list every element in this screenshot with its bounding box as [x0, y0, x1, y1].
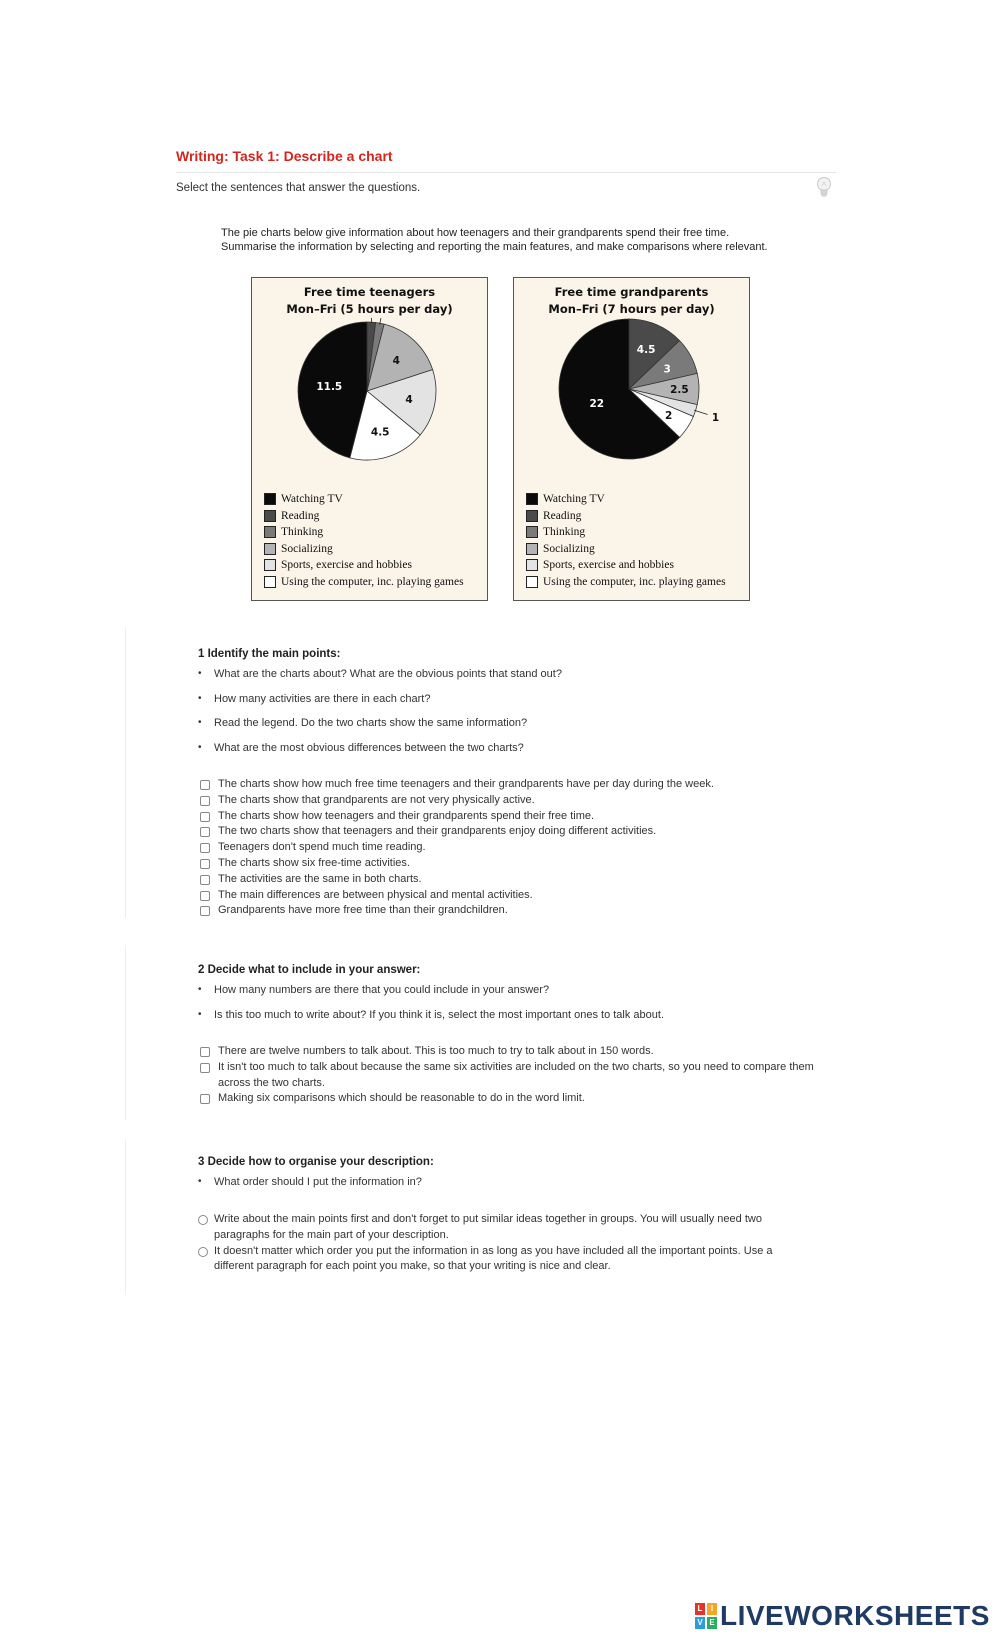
chart-legend: [264, 491, 464, 590]
radio-button[interactable]: [198, 1215, 208, 1225]
checkbox-option[interactable]: [200, 777, 714, 793]
checkbox-option[interactable]: [200, 872, 714, 888]
pie-svg: [252, 318, 489, 490]
task-prompt-line-2: Summarise the information by selecting and reporting the main features, and make comparisons where relevant.: [221, 241, 768, 253]
checkbox-option[interactable]: [200, 856, 714, 872]
checkbox[interactable]: [200, 891, 210, 901]
legend-item: [526, 541, 726, 558]
checkbox-option[interactable]: [200, 809, 714, 825]
legend-label: Watching TV: [281, 493, 343, 506]
lightbulb-icon[interactable]: [815, 176, 833, 200]
option-label: Making six comparisons which should be reasonable to do in the word limit.: [218, 1092, 585, 1105]
checkbox[interactable]: [200, 875, 210, 885]
option-label: There are twelve numbers to talk about. This is too much to try to talk about in 150 words.: [218, 1045, 654, 1057]
checkbox[interactable]: [200, 827, 210, 837]
section-divider: [125, 1140, 126, 1295]
legend-item: [526, 557, 726, 574]
section-divider: [125, 945, 126, 1120]
data-label: 4.5: [370, 426, 390, 439]
checkbox-option[interactable]: [200, 840, 714, 856]
data-label: 3: [663, 363, 671, 376]
section-1-heading: 1 Identify the main points:: [198, 648, 341, 660]
instruction-text: Select the sentences that answer the questions.: [176, 182, 421, 194]
list-item: • What are the charts about? What are the obvious points that stand out?: [198, 668, 562, 680]
section-2-options: [200, 1044, 820, 1107]
legend-label: Using the computer, inc. playing games: [281, 575, 464, 588]
legend-swatch: [526, 576, 538, 588]
option-label: The charts show that grandparents are not very physically active.: [218, 793, 535, 806]
checkbox-option[interactable]: [200, 824, 714, 840]
data-label: 2.5: [670, 384, 689, 396]
logo-mark-icon: [695, 1603, 717, 1629]
list-item: • What order should I put the information in?: [198, 1176, 422, 1188]
section-divider: [125, 628, 126, 918]
option-label: It doesn't matter which order you put the information in as long as you have included all the important points. Use a different paragraph for each point you make, so that your writing is nice and clear.: [214, 1244, 773, 1273]
legend-label: Thinking: [281, 526, 324, 539]
section-3-bullets: [198, 1176, 422, 1201]
legend-swatch: [526, 543, 538, 555]
option-label: Teenagers don't spend much time reading.: [218, 841, 426, 854]
checkbox[interactable]: [200, 1094, 210, 1104]
bullet-text: How many activities are there in each chart?: [214, 692, 431, 705]
bullet-text: What are the charts about? What are the obvious points that stand out?: [214, 668, 562, 680]
checkbox-option[interactable]: [200, 903, 714, 919]
legend-item: [264, 541, 464, 558]
option-label: The charts show how teenagers and their grandparents spend their free time.: [218, 809, 595, 822]
data-label: 2: [665, 410, 673, 423]
chart-subtitle: Mon–Fri (5 hours per day): [286, 302, 453, 316]
pie-svg: [514, 318, 751, 490]
logo-letter: E: [707, 1617, 717, 1629]
chart-subtitle: Mon–Fri (7 hours per day): [548, 302, 715, 316]
checkbox-option[interactable]: [200, 1060, 820, 1092]
chart-title-line: Free time grandparents: [554, 285, 709, 299]
data-label: 4: [392, 354, 400, 367]
legend-item: [264, 557, 464, 574]
legend-swatch: [526, 510, 538, 522]
legend-item: [526, 524, 726, 541]
option-label: The two charts show that teenagers and their grandparents enjoy doing different activities.: [218, 825, 657, 838]
bullet-text: What are the most obvious differences between the two charts?: [214, 741, 524, 754]
legend-swatch: [526, 526, 538, 538]
section-1-bullets: [198, 668, 562, 766]
legend-label: Sports, exercise and hobbies: [543, 559, 674, 572]
legend-item: [526, 508, 726, 525]
page-title: Writing: Task 1: Describe a chart: [176, 148, 393, 164]
task-prompt: [221, 226, 768, 254]
legend-swatch: [264, 559, 276, 571]
legend-item: [264, 491, 464, 508]
legend-swatch: [264, 576, 276, 588]
logo-letter: V: [695, 1617, 705, 1629]
option-label: It isn't too much to talk about because the same six activities are included on the two charts, so you need to compare them across the two charts.: [218, 1060, 814, 1089]
data-label: 1: [711, 412, 720, 425]
radio-option[interactable]: [198, 1244, 808, 1276]
bullet-text: What order should I put the information in?: [214, 1176, 422, 1188]
option-label: Write about the main points first and don't forget to put similar ideas together in groups. You will usually need two paragraphs for the main part of your description.: [214, 1213, 762, 1241]
section-3-options: [198, 1212, 808, 1275]
option-label: The charts show how much free time teenagers and their grandparents have per day during the week.: [218, 778, 714, 790]
chart-title: [252, 284, 487, 318]
legend-label: Watching TV: [543, 493, 605, 506]
data-label: 22: [589, 397, 605, 410]
list-item: • Read the legend. Do the two charts show the same information?: [198, 717, 528, 729]
leader-line: [694, 410, 707, 414]
checkbox[interactable]: [200, 1047, 210, 1057]
radio-button[interactable]: [198, 1247, 208, 1257]
task-prompt-line-1: The pie charts below give information about how teenagers and their grandparents spend their free time.: [221, 227, 730, 239]
bullet-text: How many numbers are there that you could include in your answer?: [214, 984, 550, 996]
legend-label: Thinking: [543, 526, 586, 539]
checkbox[interactable]: [200, 796, 210, 806]
legend-swatch: [526, 493, 538, 505]
legend-swatch: [264, 493, 276, 505]
legend-item: [264, 524, 464, 541]
bullet-text: Read the legend. Do the two charts show the same information?: [214, 717, 528, 729]
logo-letter: L: [695, 1603, 705, 1615]
legend-swatch: [264, 526, 276, 538]
checkbox-option[interactable]: [200, 1044, 820, 1060]
checkbox[interactable]: [200, 843, 210, 853]
data-label: 11.5: [316, 381, 343, 394]
checkbox[interactable]: [200, 906, 210, 916]
legend-item: [526, 574, 726, 591]
legend-label: Sports, exercise and hobbies: [281, 559, 412, 572]
checkbox[interactable]: [200, 859, 210, 869]
chart-title: [514, 284, 749, 318]
legend-item: [526, 491, 726, 508]
option-label: Grandparents have more free time than their grandchildren.: [218, 904, 508, 917]
radio-option[interactable]: [198, 1212, 808, 1244]
pie-chart-teenagers: [251, 277, 488, 601]
legend-label: Using the computer, inc. playing games: [543, 575, 726, 588]
checkbox[interactable]: [200, 1063, 210, 1073]
section-1-options: [200, 777, 714, 919]
option-label: The activities are the same in both charts.: [218, 872, 422, 885]
bullet-text: Is this too much to write about? If you think it is, select the most important ones to talk about.: [214, 1008, 665, 1021]
section-2-heading: 2 Decide what to include in your answer:: [198, 964, 421, 976]
data-label: 4.5: [636, 344, 656, 357]
legend-swatch: [264, 510, 276, 522]
legend-item: [264, 574, 464, 591]
legend-label: Socializing: [281, 542, 333, 555]
data-label: 4: [405, 394, 413, 406]
legend-label: Reading: [543, 509, 582, 522]
legend-label: Reading: [281, 509, 320, 522]
pie-chart-grandparents: [513, 277, 750, 601]
legend-swatch: [264, 543, 276, 555]
section-3-heading: 3 Decide how to organise your description:: [198, 1156, 434, 1168]
checkbox-option[interactable]: [200, 888, 714, 904]
section-2-bullets: [198, 984, 664, 1033]
checkbox-option[interactable]: [200, 793, 714, 809]
option-label: The main differences are between physical and mental activities.: [218, 888, 533, 901]
legend-swatch: [526, 559, 538, 571]
logo-letter: I: [707, 1603, 717, 1615]
chart-legend: [526, 491, 726, 590]
list-item: • How many activities are there in each chart?: [198, 692, 431, 705]
list-item: • How many numbers are there that you could include in your answer?: [198, 984, 550, 996]
list-item: • Is this too much to write about? If you think it is, select the most important ones to talk about.: [198, 1008, 665, 1021]
checkbox[interactable]: [200, 812, 210, 822]
checkbox[interactable]: [200, 780, 210, 790]
liveworksheets-logo[interactable]: [695, 1600, 990, 1632]
legend-label: Socializing: [543, 542, 595, 555]
chart-title-line: Free time teenagers: [303, 285, 436, 299]
title-divider: [176, 172, 836, 173]
logo-text: LIVEWORKSHEETS: [720, 1600, 990, 1631]
checkbox-option[interactable]: [200, 1091, 820, 1107]
option-label: The charts show six free-time activities.: [218, 856, 410, 869]
legend-item: [264, 508, 464, 525]
list-item: • What are the most obvious differences between the two charts?: [198, 741, 524, 754]
